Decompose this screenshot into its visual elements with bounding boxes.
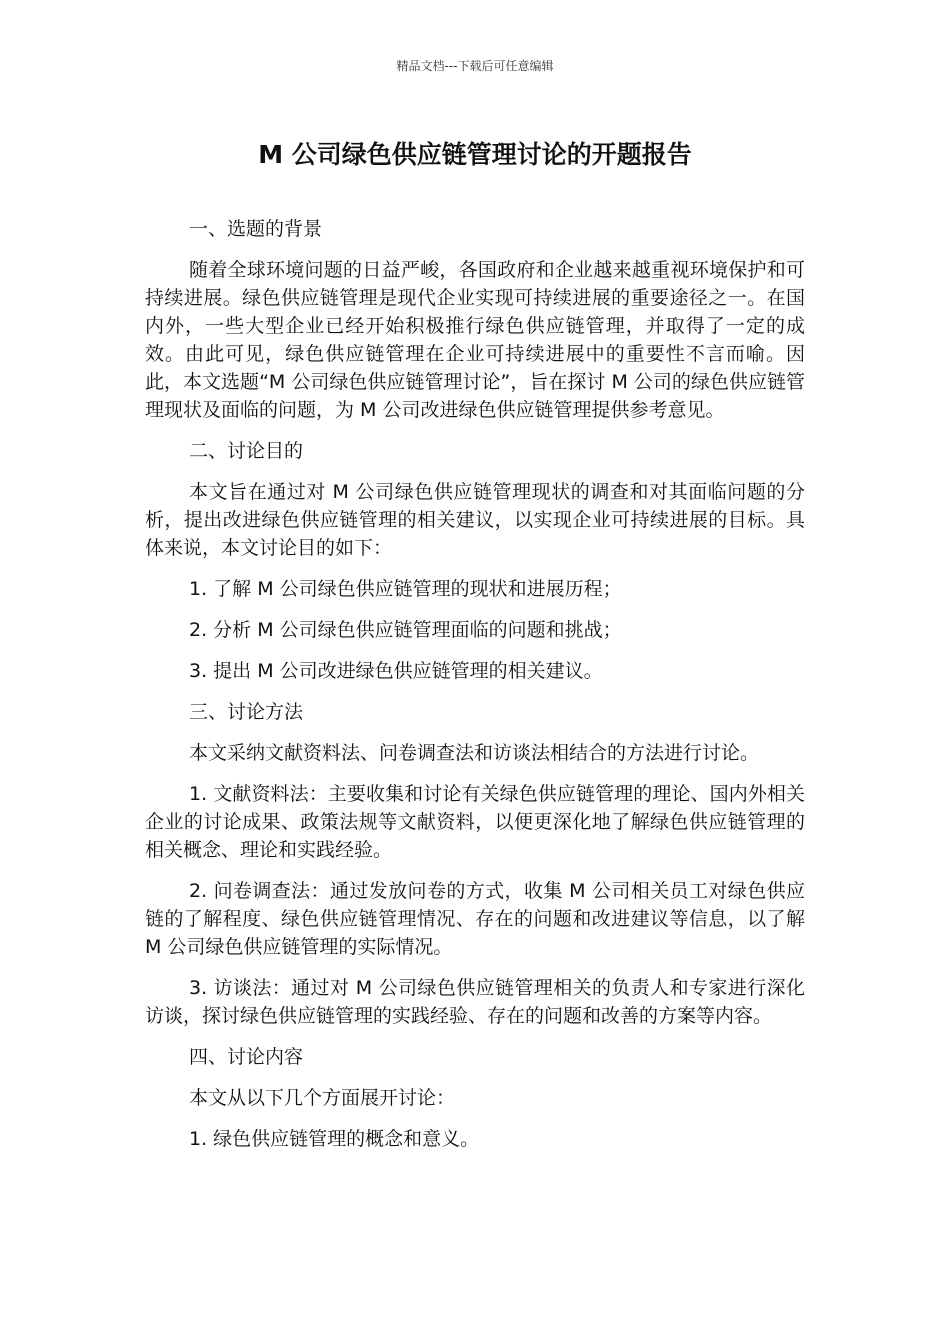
paragraph: 本文从以下几个方面展开讨论：	[189, 1087, 456, 1109]
section-heading-purpose: 二、讨论目的	[189, 440, 304, 462]
list-item: 2. 问卷调查法：通过发放问卷的方式，收集 M 公司相关员工对绿色供应链的了解程度、绿色供应链管理情况、存在的问题和改进建议等信息，以了解 M 公司绿色供应链管理的实际情况。	[145, 880, 805, 958]
paragraph: 随着全球环境问题的日益严峻，各国政府和企业越来越重视环境保护和可持续进展。绿色供应链管理是现代企业实现可持续进展的重要途径之一。在国内外，一些大型企业已经开始积极推行绿色供应链管理，并取得了一定的成效。由此可见，绿色供应链管理在企业可持续进展中的重要性不言而喻。因此，本文选题“M 公司绿色供应链管理讨论”，旨在探讨 M 公司的绿色供应链管理现状及面临的问题，为 M 公司改进绿色供应链管理提供参考意见。	[145, 259, 805, 421]
section-heading-background: 一、选题的背景	[189, 218, 323, 240]
list-item: 1. 文献资料法：主要收集和讨论有关绿色供应链管理的理论、国内外相关企业的讨论成果、政策法规等文献资料，以便更深化地了解绿色供应链管理的相关概念、理论和实践经验。	[145, 783, 805, 861]
document-body	[145, 215, 805, 1166]
section-heading-methods: 三、讨论方法	[189, 701, 304, 723]
document-title: M 公司绿色供应链管理讨论的开题报告	[258, 140, 692, 169]
paragraph: 本文旨在通过对 M 公司绿色供应链管理现状的调查和对其面临问题的分析，提出改进绿色供应链管理的相关建议，以实现企业可持续进展的目标。具体来说，本文讨论目的如下：	[145, 481, 805, 559]
list-item: 1. 了解 M 公司绿色供应链管理的现状和进展历程；	[189, 578, 622, 600]
list-item: 2. 分析 M 公司绿色供应链管理面临的问题和挑战；	[189, 619, 622, 641]
paragraph: 本文采纳文献资料法、问卷调查法和访谈法相结合的方法进行讨论。	[189, 742, 760, 764]
list-item: 3. 访谈法：通过对 M 公司绿色供应链管理相关的负责人和专家进行深化访谈，探讨绿色供应链管理的实践经验、存在的问题和改善的方案等内容。	[145, 977, 805, 1027]
section-heading-content: 四、讨论内容	[189, 1046, 304, 1068]
list-item: 3. 提出 M 公司改进绿色供应链管理的相关建议。	[189, 660, 603, 682]
page-header: 精品文档---下载后可任意编辑	[396, 59, 554, 73]
list-item: 1. 绿色供应链管理的概念和意义。	[189, 1128, 480, 1150]
